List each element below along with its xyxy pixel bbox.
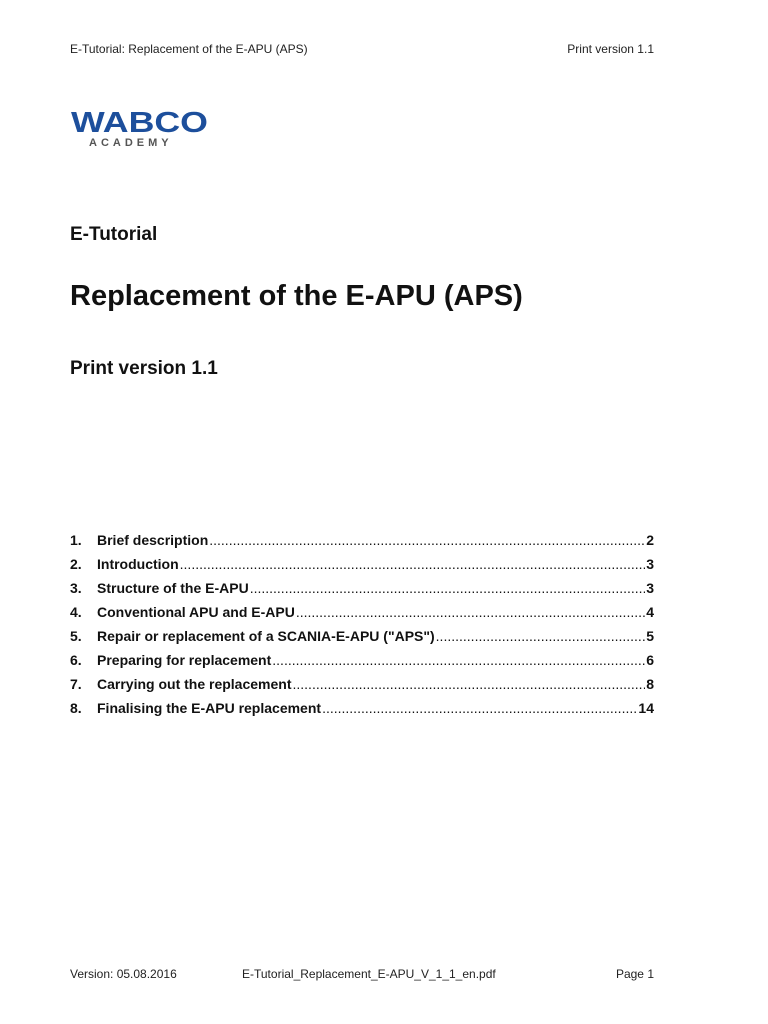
toc-item[interactable] — [70, 676, 654, 700]
document-version: Print version 1.1 — [70, 358, 218, 379]
toc-leader-dots — [209, 532, 645, 548]
toc-page-number: 2 — [646, 532, 654, 548]
toc-item[interactable] — [70, 580, 654, 604]
toc-number: 5. — [70, 628, 82, 644]
toc-item[interactable] — [70, 628, 654, 652]
toc-leader-dots — [322, 700, 637, 716]
page-footer — [70, 967, 654, 983]
svg-text:WABCO: WABCO — [71, 108, 208, 139]
toc-item[interactable] — [70, 700, 654, 724]
toc-number: 4. — [70, 604, 82, 620]
toc-leader-dots — [180, 556, 646, 572]
toc-page-number: 6 — [646, 652, 654, 668]
table-of-contents — [70, 532, 654, 724]
toc-page-number: 14 — [638, 700, 654, 716]
toc-title: Carrying out the replacement — [97, 676, 292, 692]
header-title: E-Tutorial: Replacement of the E-APU (APS) — [70, 42, 308, 56]
toc-leader-dots — [296, 604, 645, 620]
toc-title: Conventional APU and E-APU — [97, 604, 295, 620]
toc-number: 7. — [70, 676, 82, 692]
toc-page-number: 4 — [646, 604, 654, 620]
toc-leader-dots — [436, 628, 646, 644]
footer-page-number: Page 1 — [615, 967, 654, 981]
toc-page-number: 3 — [646, 556, 654, 572]
toc-page-number: 5 — [646, 628, 654, 644]
toc-leader-dots — [272, 652, 645, 668]
toc-number: 6. — [70, 652, 82, 668]
page-header — [70, 42, 654, 56]
toc-item[interactable] — [70, 604, 654, 628]
wabco-academy-logo — [71, 108, 211, 168]
toc-item[interactable] — [70, 556, 654, 580]
toc-leader-dots — [293, 676, 646, 692]
toc-item[interactable] — [70, 652, 654, 676]
toc-number: 3. — [70, 580, 82, 596]
toc-leader-dots — [250, 580, 646, 596]
svg-text:ACADEMY: ACADEMY — [89, 137, 173, 149]
footer-version: Version: 05.08.2016 — [70, 967, 177, 981]
toc-number: 2. — [70, 556, 82, 572]
toc-title: Introduction — [97, 556, 179, 572]
footer-filename: E-Tutorial_Replacement_E-APU_V_1_1_en.pdf — [242, 967, 496, 981]
toc-page-number: 3 — [646, 580, 654, 596]
header-version: Print version 1.1 — [567, 42, 654, 56]
document-subtitle: E-Tutorial — [70, 224, 158, 245]
toc-number: 8. — [70, 700, 82, 716]
toc-page-number: 8 — [646, 676, 654, 692]
toc-title: Finalising the E-APU replacement — [97, 700, 322, 716]
toc-title: Preparing for replacement — [97, 652, 272, 668]
document-title: Replacement of the E-APU (APS) — [70, 280, 523, 312]
toc-title: Structure of the E-APU — [97, 580, 249, 596]
toc-title: Brief description — [97, 532, 209, 548]
toc-item[interactable] — [70, 532, 654, 556]
toc-number: 1. — [70, 532, 82, 548]
toc-title: Repair or replacement of a SCANIA-E-APU ("APS") — [97, 628, 435, 644]
